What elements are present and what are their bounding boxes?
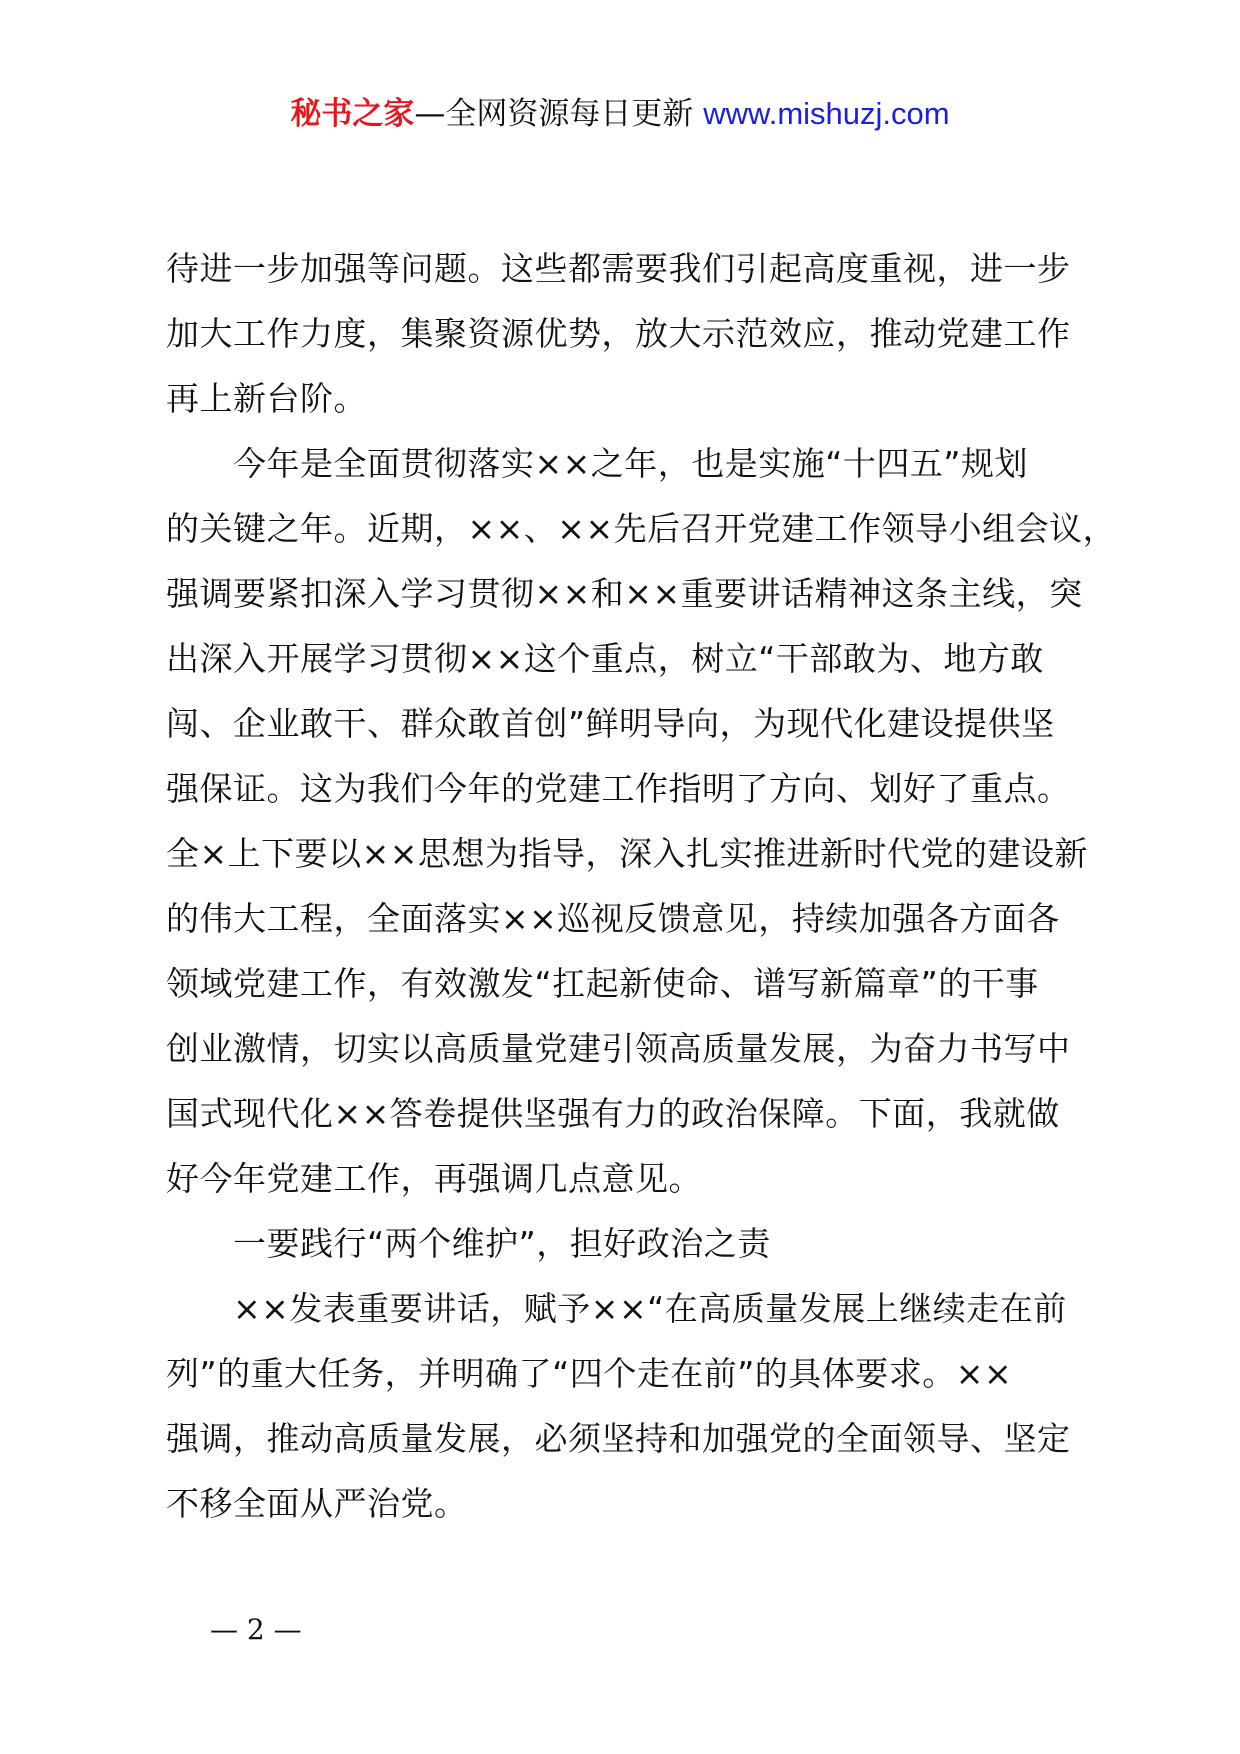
body-line: 加大工作力度，集聚资源优势，放大示范效应，推动党建工作 — [166, 314, 1071, 353]
body-line: 领域党建工作，有效激发“扛起新使命、谱写新篇章”的干事 — [166, 964, 1039, 1003]
body-line: 再上新台阶。 — [166, 379, 367, 418]
body-line: 列”的重大任务，并明确了“四个走在前”的具体要求。×× — [166, 1354, 1013, 1393]
page-number: — 2 — — [210, 1613, 302, 1646]
body-line: 强调要紧扣深入学习贯彻××和××重要讲话精神这条主线，突 — [166, 574, 1083, 613]
site-brand: 秘书之家 — [290, 96, 415, 132]
document-body — [166, 236, 1117, 1536]
body-line: 的伟大工程，全面落实××巡视反馈意见，持续加强各方面各 — [166, 899, 1060, 938]
site-url-link[interactable]: www.mishuzj.com — [703, 96, 950, 131]
body-line: 国式现代化××答卷提供坚强有力的政治保障。下面，我就做 — [166, 1094, 1060, 1133]
body-line: 强调，推动高质量发展，必须坚持和加强党的全面领导、坚定 — [166, 1419, 1071, 1458]
body-line: 全×上下要以××思想为指导，深入扎实推进新时代党的建设新 — [166, 834, 1088, 873]
body-line: 闯、企业敢干、群众敢首创”鲜明导向，为现代化建设提供坚 — [166, 704, 1055, 743]
body-line: ××发表重要讲话，赋予××“在高质量发展上继续走在前 — [233, 1289, 1067, 1328]
body-line: 出深入开展学习贯彻××这个重点，树立“干部敢为、地方敢 — [166, 639, 1044, 678]
body-line: 好今年党建工作，再强调几点意见。 — [166, 1159, 702, 1198]
body-line: 不移全面从严治党。 — [166, 1484, 468, 1523]
section-heading: 一要践行“两个维护”，担好政治之责 — [233, 1224, 771, 1263]
body-line: 创业激情，切实以高质量党建引领高质量发展，为奋力书写中 — [166, 1029, 1071, 1068]
site-tagline: —全网资源每日更新 — [414, 96, 694, 132]
body-line: 待进一步加强等问题。这些都需要我们引起高度重视，进一步 — [166, 249, 1071, 288]
body-line: 的关键之年。近期，××、××先后召开党建工作领导小组会议， — [166, 509, 1117, 548]
body-line: 强保证。这为我们今年的党建工作指明了方向、划好了重点。 — [166, 769, 1071, 808]
body-line: 今年是全面贯彻落实××之年，也是实施“十四五”规划 — [233, 444, 1028, 483]
page-header — [0, 94, 1240, 134]
